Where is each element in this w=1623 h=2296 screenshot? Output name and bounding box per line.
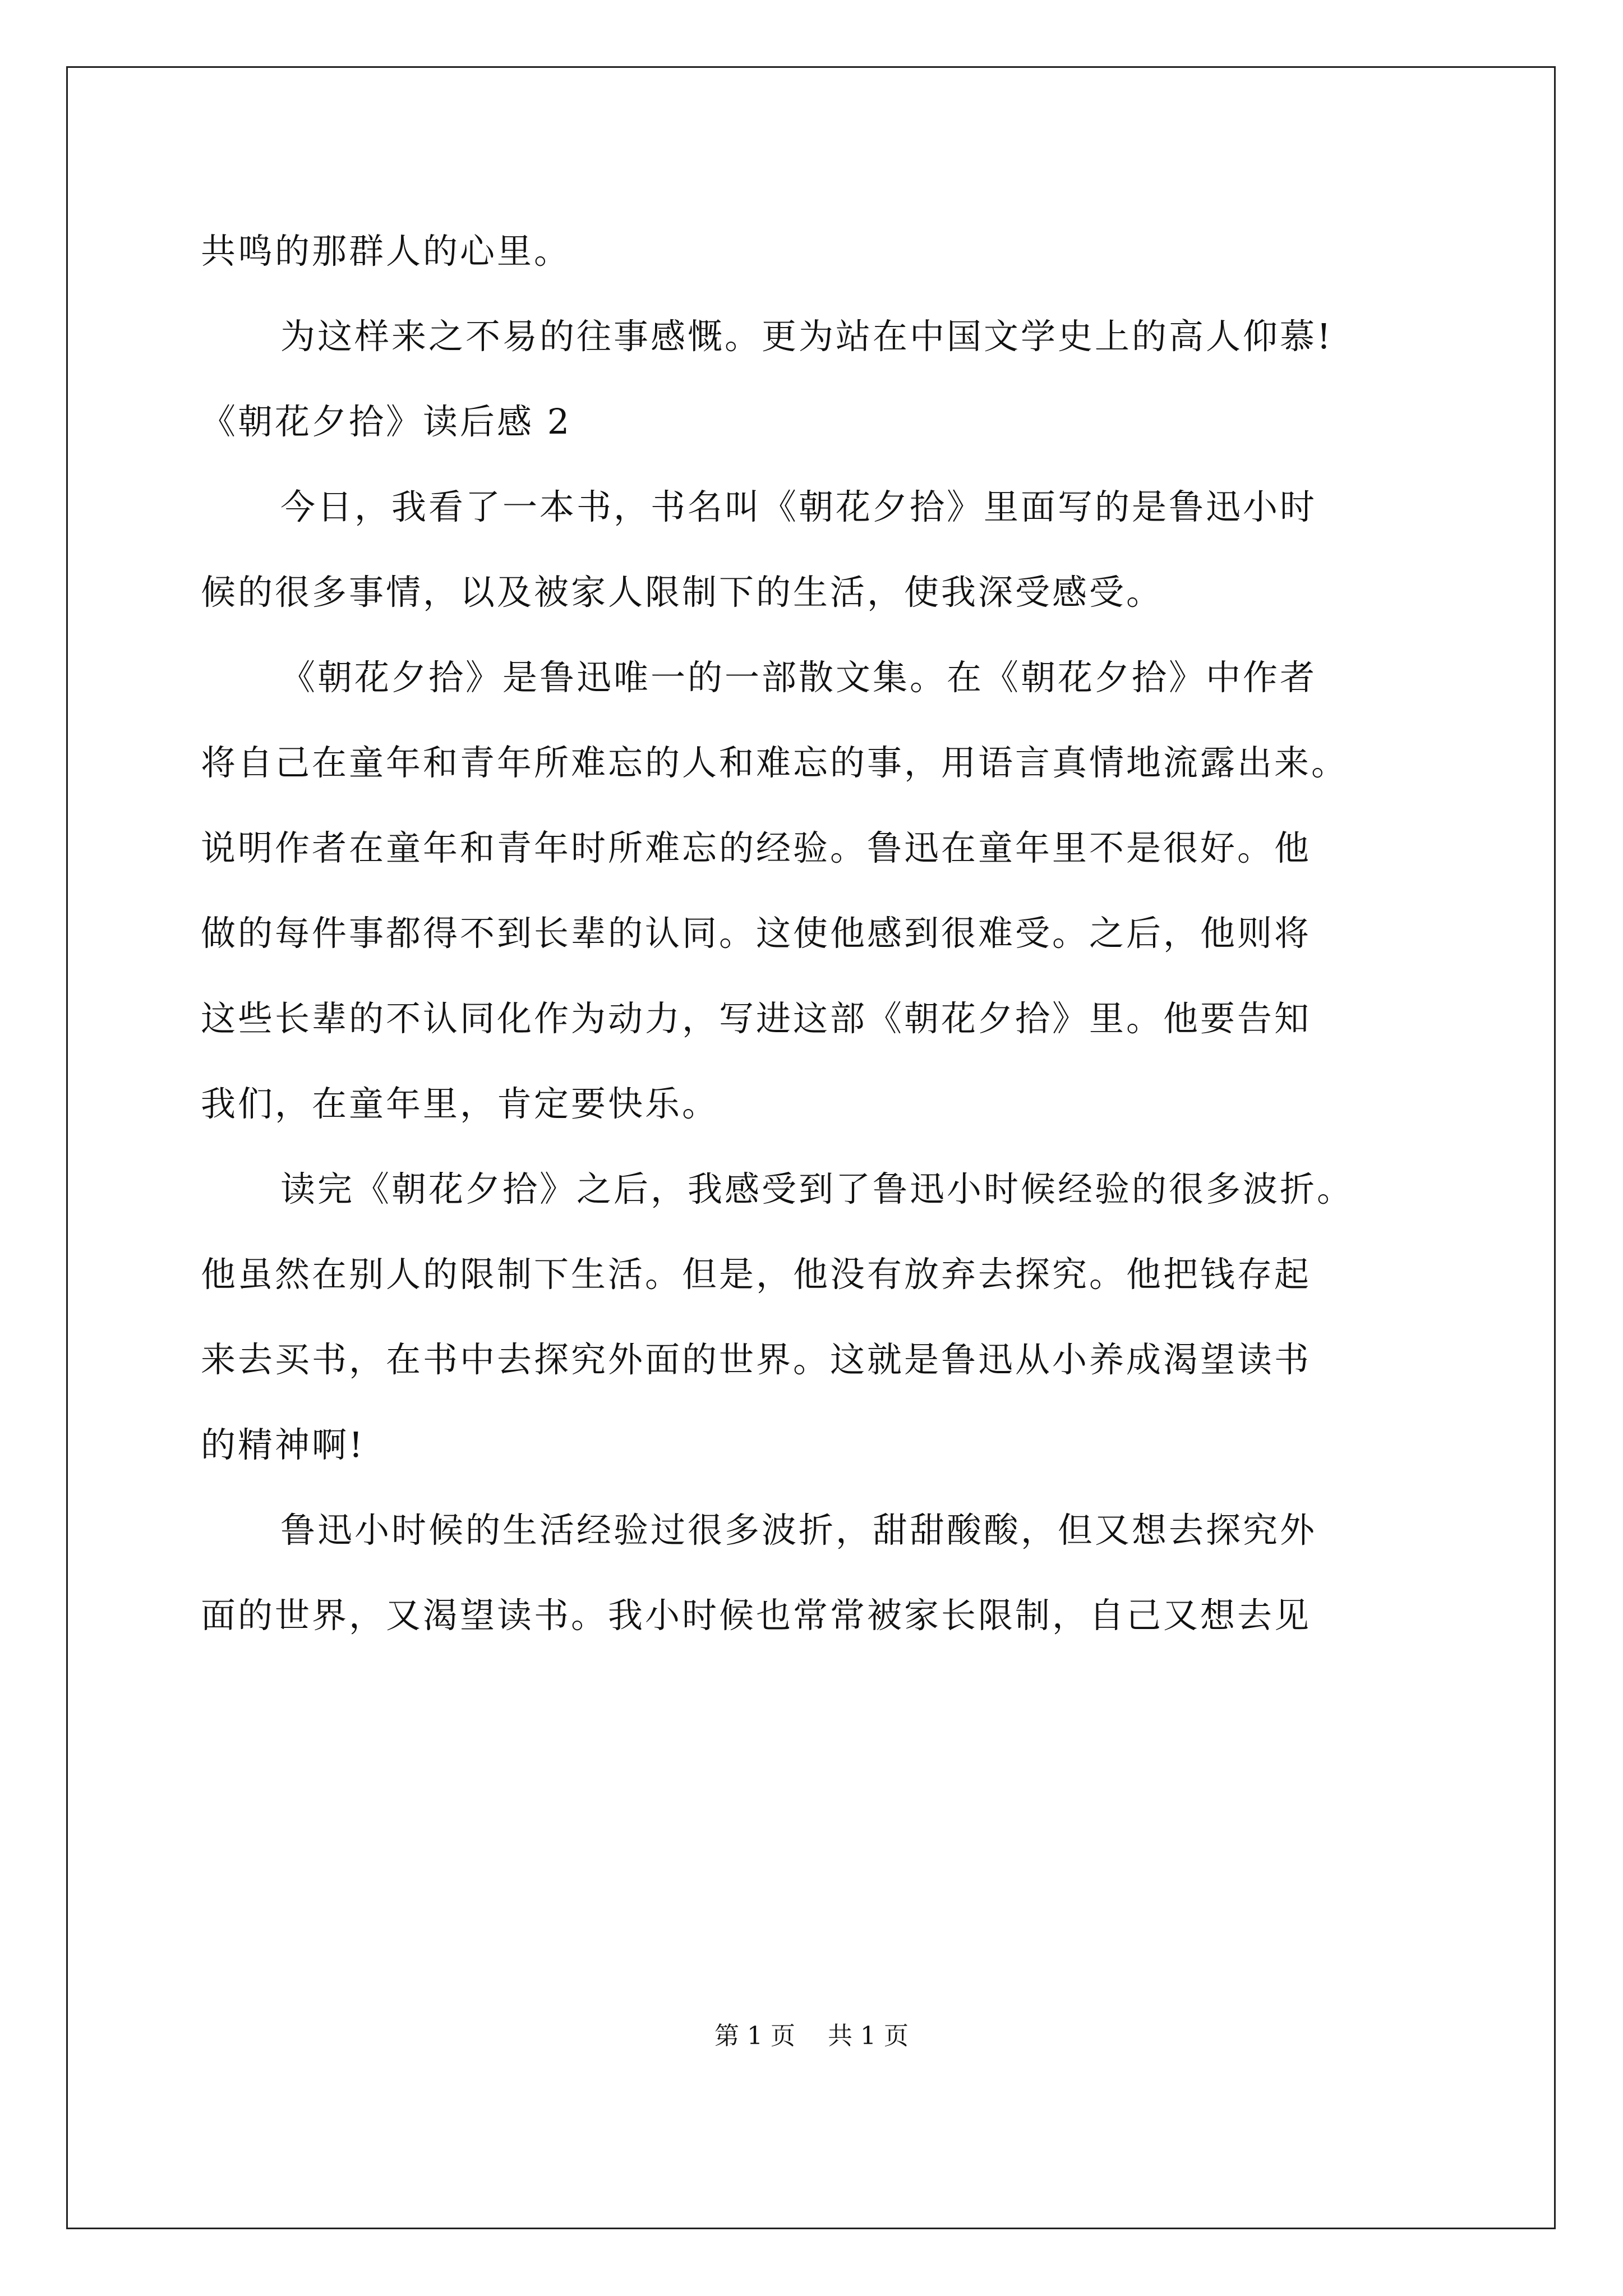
text-line: 读完《朝花夕拾》之后，我感受到了鲁迅小时候经验的很多波折。	[280, 1168, 1354, 1209]
text-line: 今日，我看了一本书，书名叫《朝花夕拾》里面写的是鲁迅小时	[280, 486, 1317, 527]
text-line: 为这样来之不易的往事感慨。更为站在中国文学史上的高人仰慕!	[280, 316, 1333, 357]
page-number-total: 共 1 页	[828, 2022, 909, 2050]
text-line: 做的每件事都得不到长辈的认同。这使他感到很难受。之后，他则将	[201, 913, 1312, 954]
text-line: 将自己在童年和青年所难忘的人和难忘的事，用语言真情地流露出来。	[201, 742, 1349, 783]
text-line: 鲁迅小时候的生活经验过很多波折，甜甜酸酸，但又想去探究外	[280, 1510, 1317, 1550]
text-line: 他虽然在别人的限制下生活。但是，他没有放弃去探究。他把钱存起	[201, 1254, 1312, 1295]
text-line: 共鸣的那群人的心里。	[201, 231, 571, 272]
text-line: 说明作者在童年和青年时所难忘的经验。鲁迅在童年里不是很好。他	[201, 827, 1312, 868]
page-footer	[0, 2019, 1623, 2053]
text-line: 我们，在童年里，肯定要快乐。	[201, 1083, 720, 1124]
text-line: 面的世界，又渴望读书。我小时候也常常被家长限制，自己又想去见	[201, 1595, 1312, 1636]
text-line: 的精神啊!	[201, 1424, 365, 1465]
text-line: 候的很多事情，以及被家人限制下的生活，使我深受感受。	[201, 572, 1164, 613]
text-line: 《朝花夕拾》是鲁迅唯一的一部散文集。在《朝花夕拾》中作者	[280, 657, 1317, 698]
text-line: 这些长辈的不认同化作为动力，写进这部《朝花夕拾》里。他要告知	[201, 998, 1312, 1039]
section-heading: 《朝花夕拾》读后感 2	[201, 401, 572, 442]
text-line: 来去买书，在书中去探究外面的世界。这就是鲁迅从小养成渴望读书	[201, 1339, 1312, 1380]
page-border	[66, 66, 1556, 2229]
page-number-current: 第 1 页	[714, 2022, 795, 2050]
